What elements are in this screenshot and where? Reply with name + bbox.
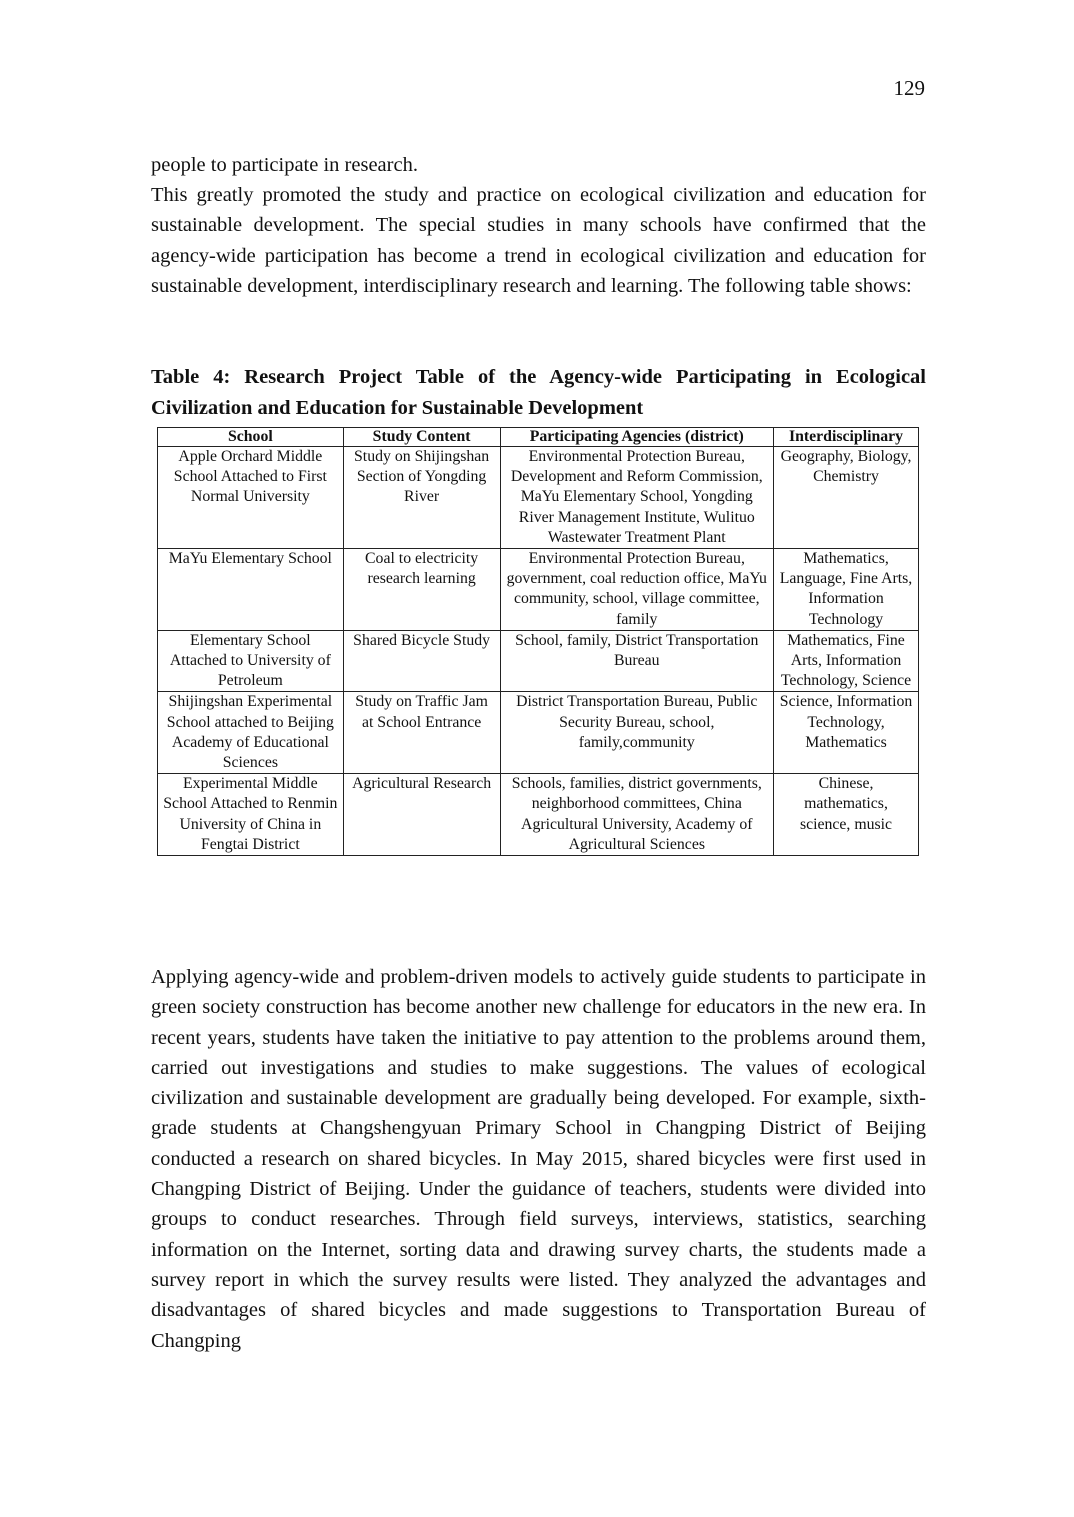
cell-participating-agencies: School, family, District Transportation Bureau [500,630,774,692]
cell-interdisciplinary: Science, Information Technology, Mathematics [774,692,919,774]
page-number: 129 [893,76,925,100]
intro-paragraph-1: people to participate in research. [151,154,418,176]
header-study-content: Study Content [343,428,500,447]
cell-interdisciplinary: Mathematics, Language, Fine Arts, Information Technology [774,549,919,631]
header-participating-agencies: Participating Agencies (district) [500,428,774,447]
cell-school: Apple Orchard Middle School Attached to First Normal University [158,447,344,549]
table-row [158,549,919,631]
cell-study-content: Study on Traffic Jam at School Entrance [343,692,500,774]
intro-paragraph-2: This greatly promoted the study and practice on ecological civilization and education for sustainable development. The special studies in many schools have confirmed that the agency-wide participation has become a trend in ecological civilization and education for sustainable development, interdisciplinary research and learning. The following table shows: [151,184,926,297]
cell-interdisciplinary: Chinese, mathematics, science, music [774,774,919,856]
cell-interdisciplinary: Mathematics, Fine Arts, Information Technology, Science [774,630,919,692]
cell-study-content: Shared Bicycle Study [343,630,500,692]
body-paragraph: Applying agency-wide and problem-driven models to actively guide students to participate in green society construction has become another new challenge for educators in the new era. In recent years, students have taken the initiative to pay attention to the problems around them, carried out investigations and studies to make suggestions. The values of ecological civilization and sustainable development are gradually being developed. For example, sixth-grade students at Changshengyuan Primary School in Changping District of Beijing conducted a research on shared bicycles. In May 2015, shared bicycles were first used in Changping District of Beijing. Under the guidance of teachers, students were divided into groups to conduct researches. Through field surveys, interviews, statistics, searching information on the Internet, sorting data and drawing survey charts, the students made a survey report in which the survey results were listed. They analyzed the advantages and disadvantages of shared bicycles and made suggestions to Transportation Bureau of Changping [151,966,926,1352]
cell-participating-agencies: Environmental Protection Bureau, government, coal reduction office, MaYu community, school, village committee, family [500,549,774,631]
cell-study-content: Study on Shijingshan Section of Yongding River [343,447,500,549]
header-interdisciplinary: Interdisciplinary [774,428,919,447]
cell-participating-agencies: District Transportation Bureau, Public Security Bureau, school, family,community [500,692,774,774]
cell-school: Shijingshan Experimental School attached to Beijing Academy of Educational Sciences [158,692,344,774]
table-header-row [158,428,919,447]
cell-school: MaYu Elementary School [158,549,344,631]
research-project-table [157,427,919,856]
table-row [158,774,919,856]
table-row [158,692,919,774]
cell-school: Experimental Middle School Attached to Renmin University of China in Fengtai District [158,774,344,856]
cell-participating-agencies: Schools, families, district governments, neighborhood committees, China Agricultural University, Academy of Agricultural Sciences [500,774,774,856]
table-row [158,630,919,692]
cell-participating-agencies: Environmental Protection Bureau, Development and Reform Commission, MaYu Elementary School, Yongding River Management Institute, Wulituo Wastewater Treatment Plant [500,447,774,549]
header-school: School [158,428,344,447]
cell-school: Elementary School Attached to University of Petroleum [158,630,344,692]
table-caption: Table 4: Research Project Table of the Agency-wide Participating in Ecological Civilization and Education for Sustainable Development [151,366,926,419]
cell-study-content: Coal to electricity research learning [343,549,500,631]
cell-interdisciplinary: Geography, Biology, Chemistry [774,447,919,549]
cell-study-content: Agricultural Research [343,774,500,856]
table-row [158,447,919,549]
